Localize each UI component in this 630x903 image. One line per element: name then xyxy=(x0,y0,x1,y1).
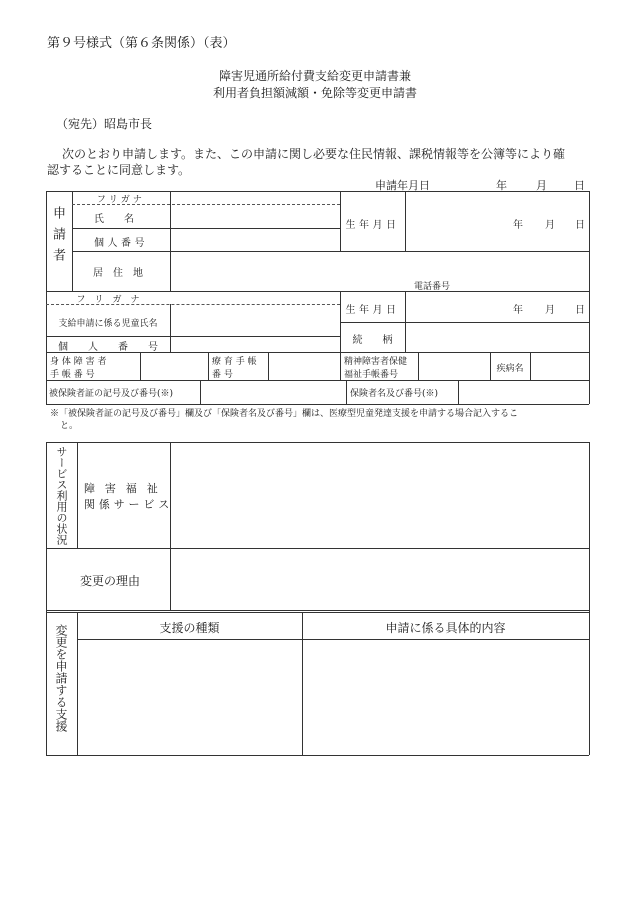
application-date-year: 年 xyxy=(496,179,507,192)
applicant-phone-label: 電話番号 xyxy=(414,282,451,292)
applicant-birth-day: 日 xyxy=(575,220,585,231)
service-label-line-2: 関係サービス xyxy=(84,498,174,511)
support-content-header: 申請に係る具体的内容 xyxy=(385,621,506,635)
title-line-1: 障害児通所給付費支給変更申請書兼 xyxy=(218,69,411,83)
applicant-birthdate-label: 生年月日 xyxy=(345,220,400,231)
note-line-1: ※「被保険者証の記号及び番号」欄及び「保険者名及び番号」欄は、医療型児童発達支援を申請する場合記入するこ xyxy=(50,409,519,419)
change-reason-label: 変更の理由 xyxy=(80,574,141,588)
support-type-header: 支援の種類 xyxy=(159,621,220,635)
application-date-label: 申請年月日 xyxy=(375,179,430,192)
child-birthdate-label: 生年月日 xyxy=(345,305,400,316)
application-date-day: 日 xyxy=(574,179,585,192)
applicant-address-label: 居 住 地 xyxy=(93,268,143,279)
disease-label: 疾病名 xyxy=(496,364,524,374)
insurer-label: 保険者名及び番号(※) xyxy=(350,389,439,399)
physical-handbook-label-2: 手 帳 番 号 xyxy=(50,370,95,380)
applicant-name-label: 氏 名 xyxy=(94,214,134,225)
applicant-personal-number-label: 個人番号 xyxy=(94,238,148,249)
applicant-section-label: 申請者 xyxy=(50,206,65,269)
addressee: （宛先）昭島市長 xyxy=(56,117,153,131)
application-date-month: 月 xyxy=(536,179,547,192)
intro-line-1: 次のとおり申請します。また、この申請に関し必要な住民情報、課税情報等を公簿等により確 xyxy=(62,147,566,161)
child-birth-year: 年 xyxy=(513,305,523,316)
child-personal-number-label: 個 人 番 号 xyxy=(58,342,158,353)
change-support-section-label: 変更を申請する支援 xyxy=(54,624,68,732)
service-usage-section-label: サービス利用の状況 xyxy=(55,446,68,545)
ryoiku-handbook-label-2: 番 号 xyxy=(212,370,233,380)
applicant-birth-year: 年 xyxy=(513,220,523,231)
intro-line-2: 認することに同意します。 xyxy=(47,163,191,177)
mental-handbook-label-2: 福祉手帳番号 xyxy=(344,370,399,380)
service-label-line-1: 障害福祉 xyxy=(84,482,168,495)
child-furigana-label: フ リ ガ ナ xyxy=(76,295,140,305)
form-number: 第９号様式（第６条関係）（表） xyxy=(47,36,236,51)
applicant-birth-month: 月 xyxy=(545,220,555,231)
applicant-furigana-label: フリガナ xyxy=(96,195,146,205)
note-line-2: と。 xyxy=(60,421,79,431)
child-birth-day: 日 xyxy=(575,305,585,316)
ryoiku-handbook-label-1: 療 育 手 帳 xyxy=(212,357,257,367)
child-name-label: 支給申請に係る児童氏名 xyxy=(58,319,158,329)
child-birth-month: 月 xyxy=(545,305,555,316)
title-line-2: 利用者負担額減額・免除等変更申請書 xyxy=(212,86,417,100)
insurance-card-label: 被保険者証の記号及び番号(※) xyxy=(49,389,174,399)
child-relationship-label: 続 柄 xyxy=(352,335,393,346)
mental-handbook-label-1: 精神障害者保健 xyxy=(344,357,408,367)
physical-handbook-label-1: 身 体 障 害 者 xyxy=(50,357,107,367)
